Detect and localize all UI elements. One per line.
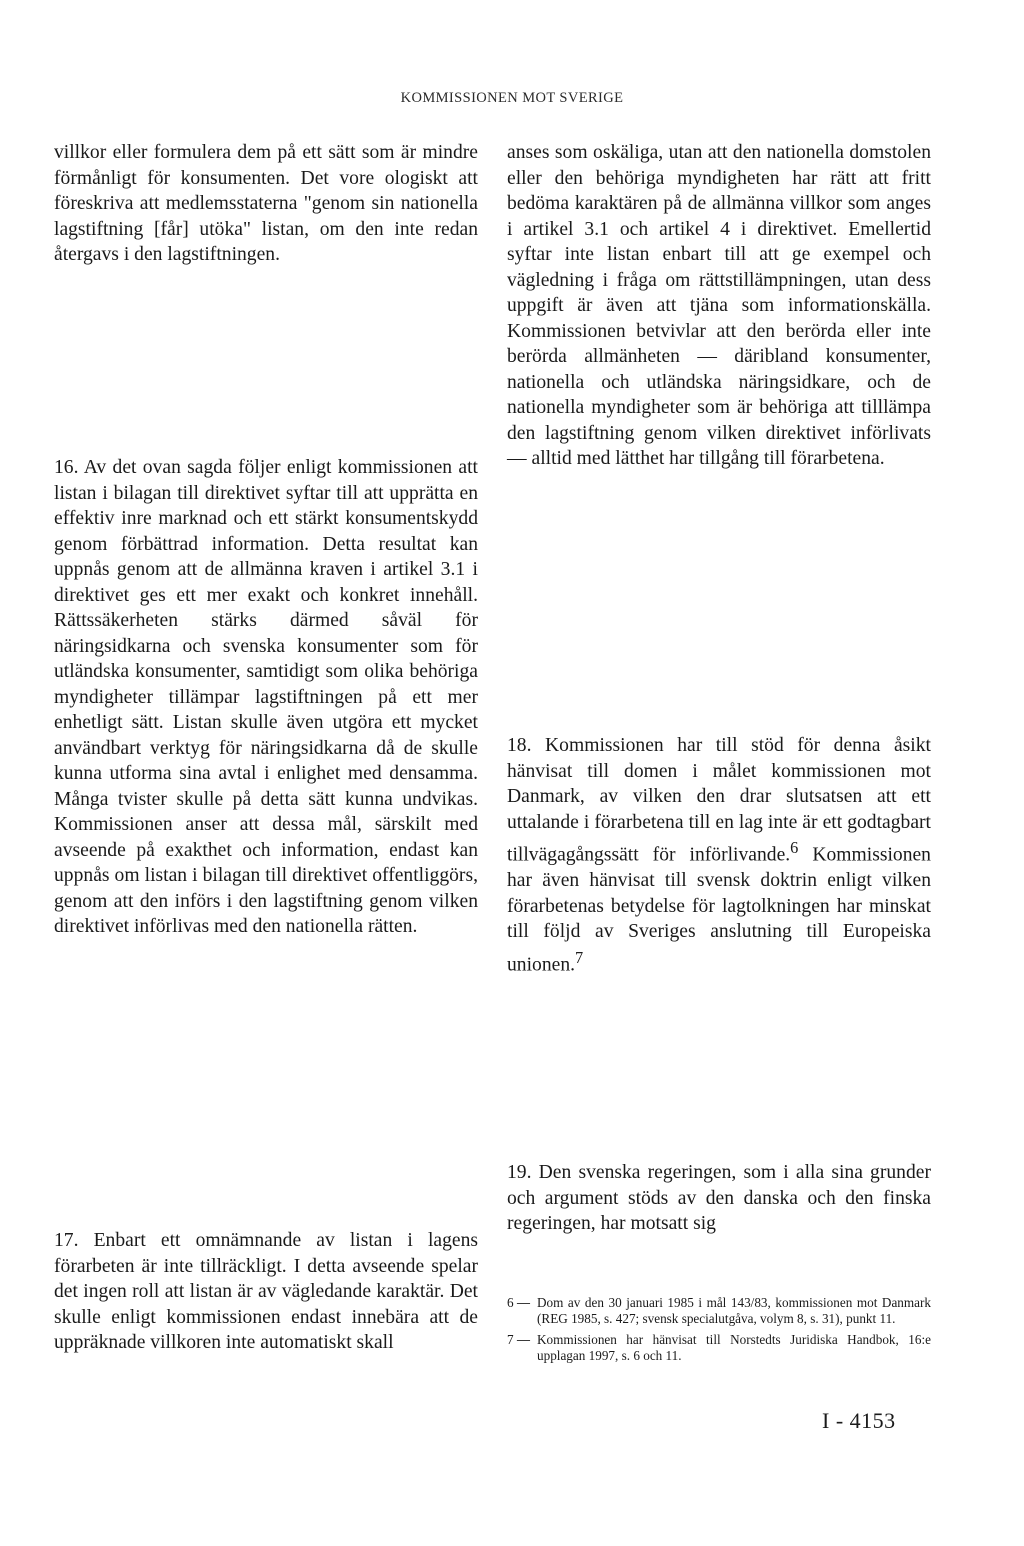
footnotes bbox=[507, 1295, 931, 1369]
footnote-7 bbox=[507, 1332, 931, 1363]
footnote-number: 7 bbox=[507, 1332, 514, 1347]
paragraph-18-text: 18. Kommissionen har till stöd för denna åsikt hänvisat till domen i målet kommissionen mot Danmark, av vilken den drar slutsatsen att ett uttalande i förarbetena till en lag inte är ett godtagbart tillvägagångssätt för införlivande. bbox=[507, 735, 931, 866]
footnote-text: Dom av den 30 januari 1985 i mål 143/83, kommissionen mot Danmark (REG 1985, s. 427; svensk specialutgåva, volym 8, s. 31), punkt 11. bbox=[537, 1295, 931, 1326]
footnote-label bbox=[507, 1295, 537, 1326]
footnote-text: Kommissionen har hänvisat till Norstedts Juridiska Handbok, 16:e upplagan 1997, s. 6 och 11. bbox=[537, 1332, 931, 1363]
paragraph-19: 19. Den svenska regeringen, som i alla sina grunder och argument stöds av den danska och den finska regeringen, har motsatt sig bbox=[507, 1162, 931, 1234]
footnote-number: 6 bbox=[507, 1295, 514, 1310]
footnote-label bbox=[507, 1332, 537, 1363]
right-continued-paragraph: anses som oskäliga, utan att den nationella domstolen eller den behöriga myndigheten har rätt att fritt bedöma karaktären på de allmänna villkor som anges i artikel 3.1 och artikel 4 i direktivet. Emellertid syftar inte listan enbart till att ge exempel och vägledning i fråga om rättstillämpningen, utan dess uppgift är även att tjäna som informationskälla. Kommissionen betvivlar att den berörda eller inte berörda allmänheten — däribland konsumenter, nationella och utländska näringsidkare, och de nationella myndigheter som är behöriga att tilllämpa den lagstiftning genom vilken direktivet införlivats — alltid med lätthet har tillgång till förarbetena. bbox=[507, 142, 931, 469]
footnote-6 bbox=[507, 1295, 931, 1326]
paragraph-16: 16. Av det ovan sagda följer enligt kommissionen att listan i bilagan till direktivet syftar till att upprätta en effektiv inre marknad och ett stärkt konsumentskydd genom förbättrad information. Detta resultat kan uppnås genom att de allmänna kraven i artikel 3.1 i direktivet ges ett mer exakt och konkret innehåll. Rättssäkerheten stärks därmed såväl för näringsidkarna och svenska konsumenter som för utländska konsumenter, samtidigt som olika behöriga myndigheter tillämpar lagstiftningen på ett mer enhetligt sätt. Listan skulle även utgöra ett mycket användbart verktyg för näringsidkarna då de skulle kunna utforma sina avtal i enlighet med densamma. Många tvister skulle på detta sätt kunna undvikas. Kommissionen anser att dessa mål, särskilt med avseende på exakthet och information, endast kan uppnås om listan i bilagan till direktivet offentliggörs, genom att den införs i den lagstiftning genom vilken direktivet införlivas med den nationella rätten. bbox=[54, 457, 478, 937]
paragraph-18-text-b: Kommissionen har även hänvisat till svensk doktrin enligt vilken förarbetenas betydelse för lagtolkningen har minskat till följd av Sveriges anslutning till Europeiska unionen. bbox=[507, 844, 931, 976]
page-number: I - 4153 bbox=[822, 1408, 896, 1433]
footnote-ref-7: 7 bbox=[575, 947, 584, 967]
running-header: KOMMISSIONEN MOT SVERIGE bbox=[400, 90, 624, 106]
paragraph-17: 17. Enbart ett omnämnande av listan i lagens förarbeten är inte tillräckligt. I detta avseende spelar det ingen roll att listan är av vägledande karaktär. Det skulle enligt kommissionen endast innebära att de uppräknade villkoren inte automatiskt skall bbox=[54, 1230, 478, 1353]
footnote-ref-6: 6 bbox=[790, 838, 799, 857]
paragraph-18 bbox=[507, 733, 931, 978]
footnote-separator: — bbox=[516, 1295, 531, 1310]
left-continued-paragraph: villkor eller formulera dem på ett sätt som är mindre förmånligt för konsumenten. Det vore ologiskt att föreskriva att medlemsstaterna "genom sin nationella lagstiftning [får] utöka" listan, om den inte redan återgavs i den lagstiftningen. bbox=[54, 142, 478, 265]
footnote-separator: — bbox=[516, 1332, 531, 1347]
